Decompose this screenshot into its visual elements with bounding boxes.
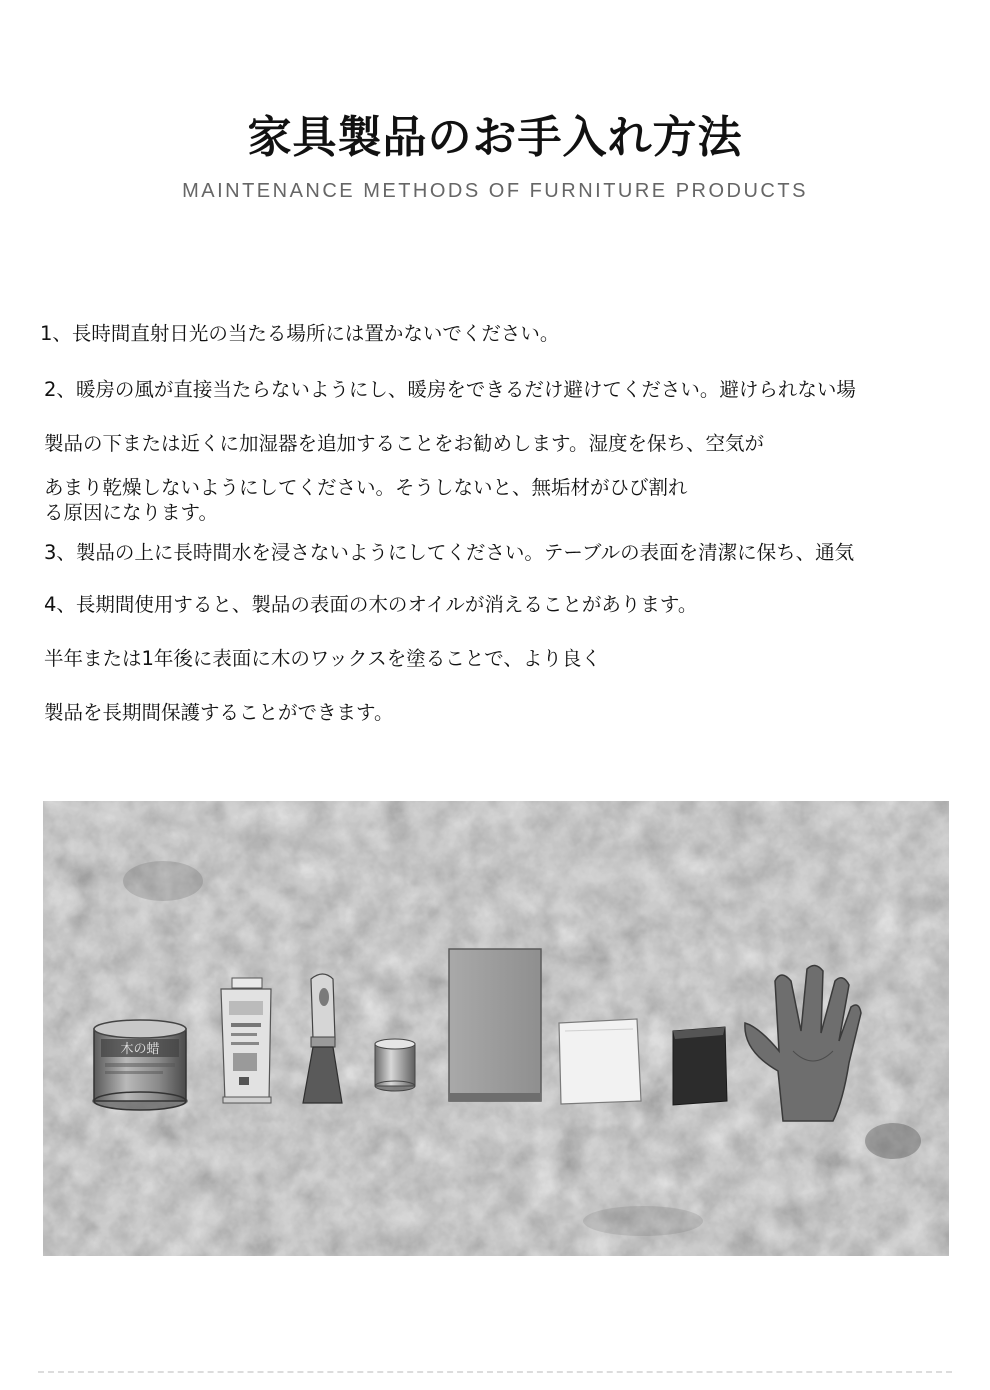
sponge-item [673, 1027, 727, 1105]
instruction-3: 3、製品の上に長時間水を浸さないようにしてください。テーブルの表面を清潔に保ち、通気 [44, 541, 855, 564]
instruction-2-cont-1: 製品の下または近くに加湿器を追加することをお勧めします。湿度を保ち、空気が [44, 432, 764, 455]
wax-tin-label: 木の蜡 [120, 1042, 160, 1057]
page-subtitle: MAINTENANCE METHODS OF FURNITURE PRODUCTS [182, 180, 808, 202]
section-divider [38, 1371, 952, 1373]
instruction-4-cont-2: 製品を長期間保護することができます。 [44, 701, 394, 724]
instruction-1: 1、長時間直射日光の当たる場所には置かないでください。 [40, 322, 560, 345]
maintenance-kit-photo [43, 801, 949, 1256]
wax-tin-item [92, 1020, 188, 1110]
small-cup-item [375, 1039, 415, 1091]
instruction-2-cont-2: あまり乾燥しないようにしてください。そうしないと、無垢材がひび割れ [44, 476, 688, 499]
instruction-4: 4、長期間使用すると、製品の表面の木のオイルが消えることがあります。 [44, 593, 698, 616]
instruction-2-cont-3: る原因になります。 [44, 501, 218, 524]
tube-item [221, 978, 271, 1103]
instruction-4-cont-1: 半年または1年後に表面に木のワックスを塗ることで、より良く [44, 647, 601, 670]
page-title: 家具製品のお手入れ方法 [247, 112, 743, 163]
instruction-2: 2、暖房の風が直接当たらないようにし、暖房をできるだけ避けてください。避けられない場 [44, 378, 856, 401]
cloth-item [559, 1019, 641, 1104]
sanding-block-item [449, 949, 541, 1101]
